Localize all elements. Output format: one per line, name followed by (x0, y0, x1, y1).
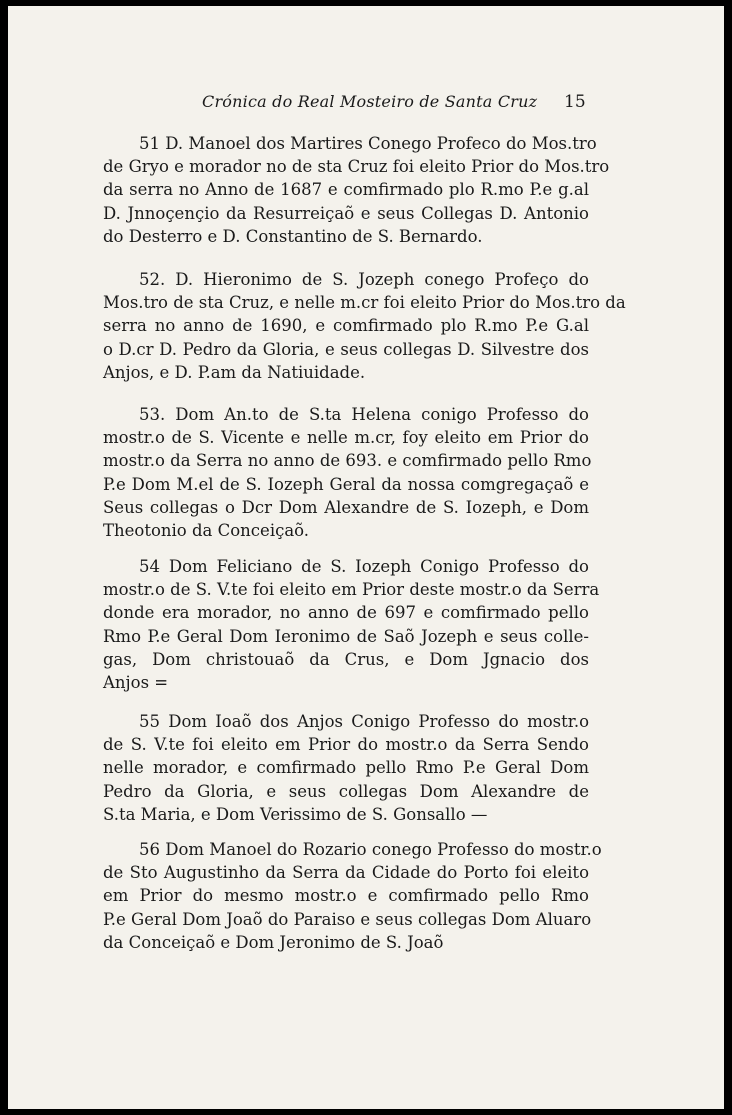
entry-line: donde era morador, no anno de 697 e comfirmado pello (103, 603, 589, 623)
entry-line: mostr.o de S. Vicente e nelle m.cr, foy eleito em Prior do (103, 428, 589, 448)
entry-51 (103, 132, 610, 248)
entry-line: D. Jnnoçençio da Resurreiçaõ e seus Collegas D. Antonio (103, 203, 589, 223)
entry-line: P.e Dom M.el de S. Iozeph Geral da nossa comgregaçaõ e (103, 474, 589, 494)
entry-line: Seus collegas o Dcr Dom Alexandre de S. Iozeph, e Dom (103, 497, 589, 517)
entry-line: da Conceiçaõ e Dom Jeronimo de S. Joaõ (103, 932, 444, 952)
entry-line: do Desterro e D. Constantino de S. Bernardo. (103, 226, 483, 246)
entry-line: o D.cr D. Pedro da Gloria, e seus collegas D. Silvestre dos (103, 339, 589, 359)
entry-line: 54 Dom Feliciano de S. Iozeph Conigo Professo do (139, 557, 589, 576)
entry-line: em Prior do mesmo mostr.o e comfirmado pello Rmo (103, 886, 589, 906)
entry-line: S.ta Maria, e Dom Verissimo de S. Gonsallo — (103, 804, 488, 824)
entry-line: Mos.tro de sta Cruz, e nelle m.cr foi eleito Prior do Mos.tro da (103, 293, 626, 313)
entry-line: Theotonio da Conceiçaõ. (103, 521, 310, 541)
entry-line: mostr.o da Serra no anno de 693. e comfirmado pello Rmo (103, 451, 592, 471)
entry-line: de Sto Augustinho da Serra da Cidade do Porto foi eleito (103, 863, 589, 883)
entry-line: 53. Dom An.to de S.ta Helena conigo Professo do (139, 405, 589, 424)
page-number: 15 (564, 92, 586, 112)
entry-52 (103, 268, 626, 384)
page-header (8, 92, 724, 116)
entry-line: gas, Dom christouaõ da Crus, e Dom Jgnacio dos (103, 649, 589, 669)
entry-line: mostr.o de S. V.te foi eleito em Prior deste mostr.o da Serra (103, 580, 600, 600)
entry-line: 56 Dom Manoel do Rozario conego Professo do mostr.o (139, 840, 602, 859)
entry-line: 55 Dom Ioaõ dos Anjos Conigo Professo do mostr.o (139, 712, 589, 731)
book-page (8, 6, 724, 1109)
entry-line: Anjos = (103, 673, 169, 693)
entry-55 (103, 710, 589, 826)
entry-line: de S. V.te foi eleito em Prior do mostr.o da Serra Sendo (103, 735, 589, 755)
entry-line: 51 D. Manoel dos Martires Conego Profeco do Mos.tro (139, 134, 597, 153)
running-title: Crónica do Real Mosteiro de Santa Cruz (202, 92, 538, 111)
entry-line: nelle morador, e comfirmado pello Rmo P.e Geral Dom (103, 758, 589, 778)
entry-line: serra no anno de 1690, e comfirmado plo R.mo P.e G.al (103, 316, 589, 336)
entry-line: Anjos, e D. P.am da Natiuidade. (103, 362, 366, 382)
entry-line: 52. D. Hieronimo de S. Jozeph conego Profeço do (139, 270, 589, 289)
entry-53 (103, 403, 592, 542)
entry-line: Rmo P.e Geral Dom Ieronimo de Saõ Jozeph e seus colle- (103, 626, 589, 646)
entry-line: P.e Geral Dom Joaõ do Paraiso e seus collegas Dom Aluaro (103, 909, 592, 929)
entry-line: de Gryo e morador no de sta Cruz foi eleito Prior do Mos.tro (103, 157, 610, 177)
entry-line: da serra no Anno de 1687 e comfirmado plo R.mo P.e g.al (103, 180, 589, 200)
entry-54 (103, 555, 600, 694)
entry-56 (103, 838, 602, 954)
entry-line: Pedro da Gloria, e seus collegas Dom Alexandre de (103, 781, 589, 801)
